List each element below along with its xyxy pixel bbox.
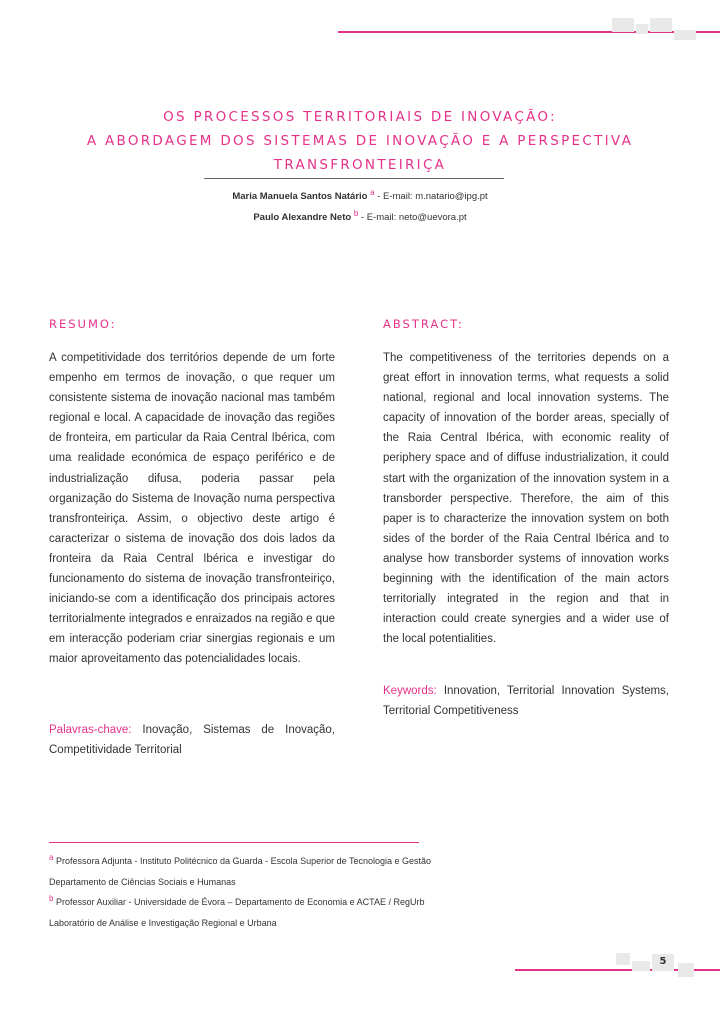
footnote-line: Departamento de Ciências Sociais e Humanas (49, 876, 236, 887)
author-email: - E-mail: m.natario@ipg.pt (374, 191, 488, 203)
keywords-list: Innovation, Territorial Innovation Systems, Territorial Competitiveness (383, 685, 669, 718)
title-line-3: TRANSFRONTEIRIÇA (273, 157, 447, 173)
title-line-2: A ABORDAGEM DOS SISTEMAS DE INOVAÇÃO E A PERSPECTIVA (86, 133, 634, 149)
footnote-sup: a (49, 853, 54, 862)
title-line-1: OS PROCESSOS TERRITORIAIS DE INOVAÇÃO: (163, 109, 557, 125)
resumo-heading: RESUMO: (49, 317, 117, 331)
title-underline (204, 178, 504, 179)
author-name: Maria Manuela Santos Natário (232, 191, 368, 203)
header-deco-block (636, 24, 648, 34)
header-deco-block (674, 30, 696, 40)
resumo-keywords (49, 720, 335, 760)
footnote-line: Professora Adjunta - Instituto Politécnico da Guarda - Escola Superior de Tecnologia e Gestão (53, 856, 432, 866)
keywords-list: Inovação, Sistemas de Inovação, Competitividade Territorial (49, 724, 335, 757)
author-email: - E-mail: neto@uevora.pt (358, 212, 467, 224)
footer-deco-block (616, 953, 630, 965)
footnote-a (49, 848, 489, 892)
footnote-line: Professor Auxiliar - Universidade de Évora – Departamento de Economia e ACTAE / RegUrb (53, 897, 425, 907)
resumo-text: A competitividade dos territórios depende de um forte empenho em termos de inovação, o que requer um consistente sistema de inovação nacional mas também regional e local. A capacidade de inovação das regiões de fronteira, em particular da Raia Central Ibérica, com uma realidade económica de espaço periférico e de industrialização difusa, poderia passar pela organização do Sistema de Inovação numa perspectiva transfronteiriça. Assim, o objectivo deste artigo é caracterizar o sistema de inovação dos dois lados da fronteira da Raia Central Ibérica e investigar do funcionamento do sistema de inovação transfronteiriço, iniciando-se com a identificação dos principais actores territorialmente integrados e enraizados na região e que em interacção poderiam criar sinergias regionais e um maior aproveitamento das potencialidades locais. (49, 352, 335, 666)
footnote-rule (49, 842, 419, 843)
footer-deco-block (632, 961, 650, 971)
abstract-text: The competitiveness of the territories depends on a great effort in innovation terms, what requests a solid national, regional and local innovation systems. The capacity of innovation of the border areas, specially of the Raia Central Ibérica, with economic reality of periphery space and of diffuse industrialization, it could start with the organization of the innovation system in a transborder perspective. Therefore, the aim of this paper is to characterize the innovation system on both sides of the border of the Raia Central Ibérica and to analyse how transborder systems of innovation works beginning with the identification of the main actors territorially integrated in the region and that in interaction could create synergies and a wider use of the local potentialities. (383, 352, 669, 646)
abstract-heading: ABSTRACT: (383, 317, 464, 331)
page-number: 5 (659, 956, 667, 967)
keywords-label: Keywords: (383, 685, 437, 697)
footer-deco-block (678, 963, 694, 977)
footnote-line: Laboratório de Análise e Investigação Regional e Urbana (49, 917, 277, 928)
footnote-b (49, 889, 489, 933)
author-2 (0, 209, 720, 223)
footnote-sup: b (49, 894, 54, 903)
author-sup: a (370, 188, 375, 197)
abstract-keywords (383, 681, 669, 721)
article-title (40, 105, 680, 177)
author-1 (0, 188, 720, 202)
header-deco-block (612, 18, 634, 32)
author-name: Paulo Alexandre Neto (253, 212, 352, 224)
header-deco-block (650, 18, 672, 32)
author-sup: b (353, 209, 359, 218)
keywords-label: Palavras-chave: (49, 724, 132, 736)
